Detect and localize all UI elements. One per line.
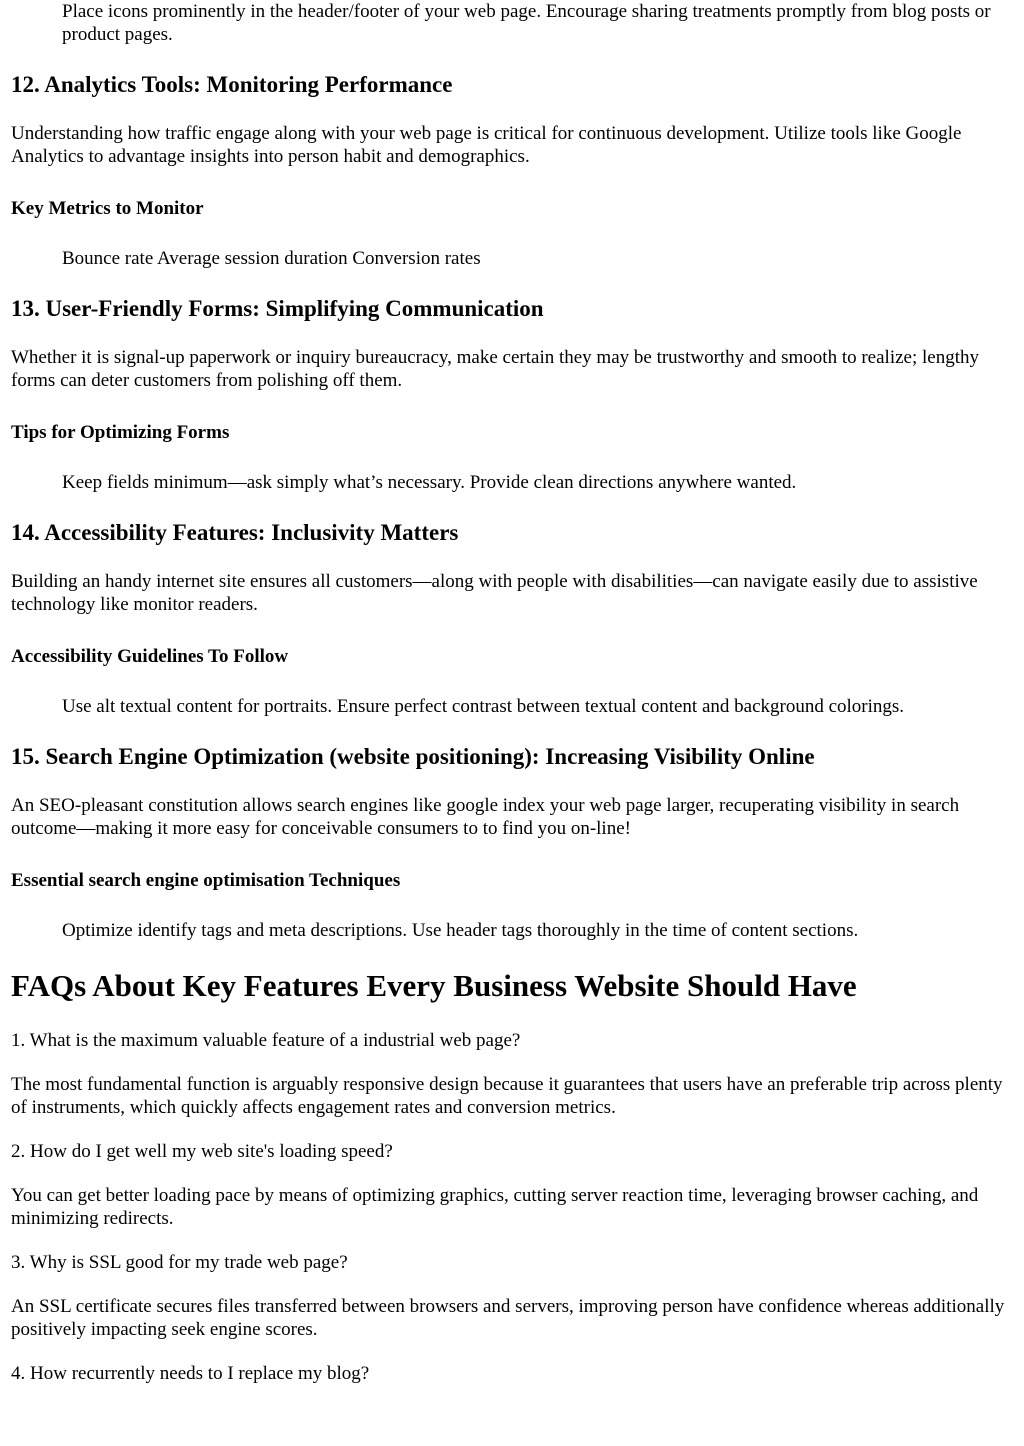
section-body-forms: Whether it is signal-up paperwork or inquiry bureaucracy, make certain they may be trustworthy and smooth to realize; lengthy forms can deter customers from polishing off them. xyxy=(11,347,979,391)
subheading-key-metrics: Key Metrics to Monitor xyxy=(11,198,204,219)
faq-answer-3: An SSL certificate secures files transferred between browsers and servers, improving person have confidence whereas additionally positively impacting seek engine scores. xyxy=(11,1296,1005,1340)
faq-title: FAQs About Key Features Every Business Website Should Have xyxy=(11,968,857,1003)
faq-question-3: 3. Why is SSL good for my trade web page? xyxy=(11,1252,348,1273)
section-heading-forms: 13. User-Friendly Forms: Simplifying Communication xyxy=(11,296,544,321)
faq-question-1: 1. What is the maximum valuable feature of a industrial web page? xyxy=(11,1030,521,1051)
faq-answer-1: The most fundamental function is arguably responsive design because it guarantees that users have an preferable trip across plenty of instruments, which quickly affects engagement rates and conversion metrics. xyxy=(11,1074,1003,1118)
section-body-seo: An SEO-pleasant constitution allows search engines like google index your web page larger, recuperating visibility in search outcome—making it more easy for conceivable consumers to to find you on-line! xyxy=(11,795,960,839)
list-optimizing-forms: Keep fields minimum—ask simply what’s necessary. Provide clean directions anywhere wanted. xyxy=(62,472,797,493)
faq-answer-2: You can get better loading pace by means of optimizing graphics, cutting server reaction time, leveraging browser caching, and minimizing redirects. xyxy=(11,1185,979,1229)
list-accessibility-guidelines: Use alt textual content for portraits. Ensure perfect contrast between textual content and background colorings. xyxy=(62,696,905,717)
section-heading-seo: 15. Search Engine Optimization (website positioning): Increasing Visibility Online xyxy=(11,744,815,769)
section-body-analytics: Understanding how traffic engage along with your web page is critical for continuous development. Utilize tools like Google Analytics to advantage insights into person habit and demographics. xyxy=(11,123,962,167)
section-heading-accessibility: 14. Accessibility Features: Inclusivity Matters xyxy=(11,520,459,545)
list-key-metrics: Bounce rate Average session duration Conversion rates xyxy=(62,248,481,269)
section-heading-analytics: 12. Analytics Tools: Monitoring Performance xyxy=(11,72,453,97)
subheading-accessibility-guidelines: Accessibility Guidelines To Follow xyxy=(11,646,289,667)
subheading-seo-techniques: Essential search engine optimisation Techniques xyxy=(11,870,401,891)
subheading-optimizing-forms: Tips for Optimizing Forms xyxy=(11,422,230,443)
section-body-accessibility: Building an handy internet site ensures all customers—along with people with disabilities—can navigate easily due to assistive technology like monitor readers. xyxy=(11,571,978,615)
faq-question-4: 4. How recurrently needs to I replace my blog? xyxy=(11,1363,370,1384)
social-sharing-tip: Place icons prominently in the header/footer of your web page. Encourage sharing treatments promptly from blog posts or product pages. xyxy=(62,1,991,45)
faq-question-2: 2. How do I get well my web site's loading speed? xyxy=(11,1141,393,1162)
list-seo-techniques: Optimize identify tags and meta descriptions. Use header tags thoroughly in the time of content sections. xyxy=(62,920,859,941)
